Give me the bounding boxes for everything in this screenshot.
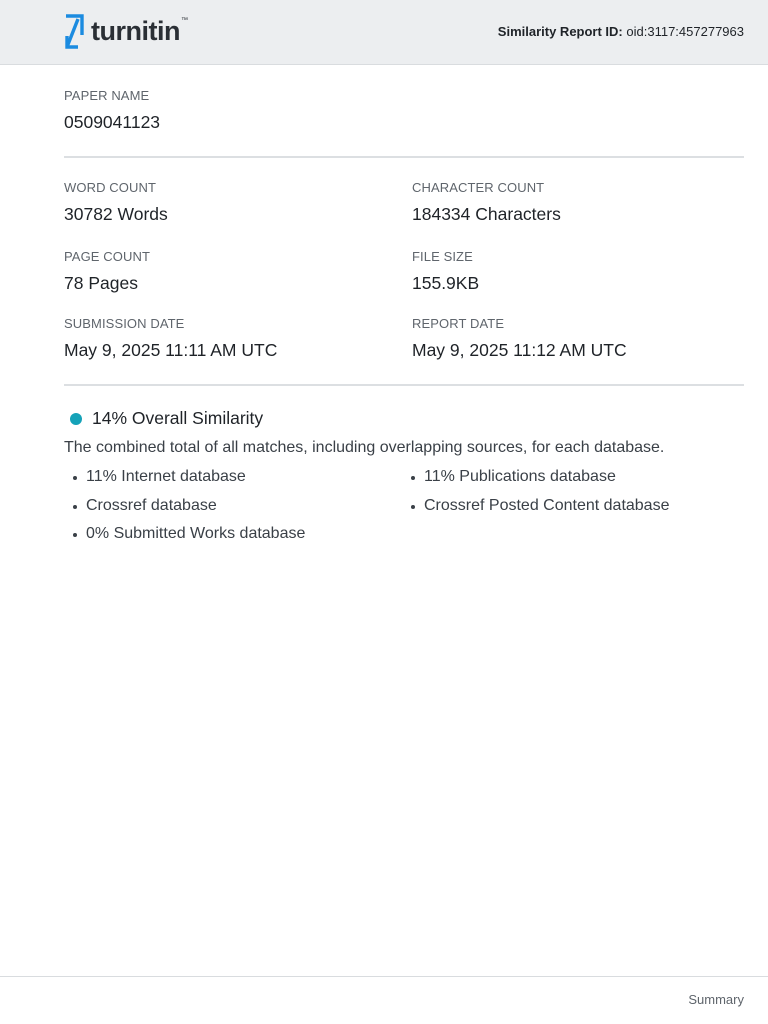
page-footer	[0, 976, 768, 1024]
file-size-field	[412, 249, 479, 294]
database-item	[64, 497, 305, 526]
character-count-label: CHARACTER COUNT	[412, 180, 545, 195]
similarity-report-id	[498, 24, 744, 39]
database-list-left	[64, 468, 305, 554]
page-count-value: 78 Pages	[64, 273, 138, 293]
report-date-value: May 9, 2025 11:12 AM UTC	[412, 340, 627, 360]
database-item-label: Crossref database	[86, 496, 217, 514]
database-item	[64, 468, 305, 497]
similarity-dot-icon	[70, 413, 82, 425]
database-list-right	[402, 468, 669, 525]
file-size-value: 155.9KB	[412, 273, 480, 293]
report-id-value: oid:3117:457277963	[626, 24, 744, 39]
logo-wordmark: turnitin	[91, 15, 180, 46]
database-item	[402, 468, 669, 497]
character-count-field	[412, 180, 561, 225]
overall-similarity-title: 14% Overall Similarity	[92, 408, 264, 428]
report-header	[0, 0, 768, 65]
section-divider	[64, 384, 744, 386]
paper-name-label: PAPER NAME	[64, 88, 150, 103]
bullet-icon	[411, 505, 415, 509]
character-count-value: 184334 Characters	[412, 204, 561, 224]
footer-summary-label: Summary	[688, 992, 744, 1007]
word-count-label: WORD COUNT	[64, 180, 156, 195]
database-item-label: 11% Publications database	[424, 468, 616, 485]
submission-date-label: SUBMISSION DATE	[64, 316, 185, 331]
section-divider	[64, 156, 744, 158]
paper-name-value: 0509041123	[64, 112, 161, 132]
word-count-field	[64, 180, 168, 225]
bullet-icon	[73, 533, 77, 537]
bullet-icon	[73, 476, 77, 480]
logo-trademark: ™	[180, 16, 188, 24]
database-item-label: 0% Submitted Works database	[86, 525, 306, 542]
database-item-label: 11% Internet database	[86, 468, 246, 485]
report-id-label: Similarity Report ID:	[497, 24, 623, 39]
database-item	[64, 525, 305, 554]
database-item-label: Crossref Posted Content database	[424, 496, 670, 514]
page-count-label: PAGE COUNT	[64, 249, 150, 264]
overall-similarity-heading	[70, 408, 263, 429]
report-date-field	[412, 316, 627, 361]
word-count-value: 30782 Words	[64, 204, 168, 224]
bullet-icon	[73, 505, 77, 509]
report-date-label: REPORT DATE	[412, 316, 505, 331]
paper-name-field	[64, 88, 160, 133]
submission-date-field	[64, 316, 277, 361]
turnitin-logo-icon	[63, 14, 85, 50]
submission-date-value: May 9, 2025 11:11 AM UTC	[64, 340, 278, 360]
page-count-field	[64, 249, 150, 294]
bullet-icon	[411, 476, 415, 480]
file-size-label: FILE SIZE	[412, 249, 473, 264]
turnitin-logo	[63, 14, 188, 50]
similarity-description: The combined total of all matches, including overlapping sources, for each database.	[64, 439, 665, 456]
database-item	[402, 497, 669, 526]
